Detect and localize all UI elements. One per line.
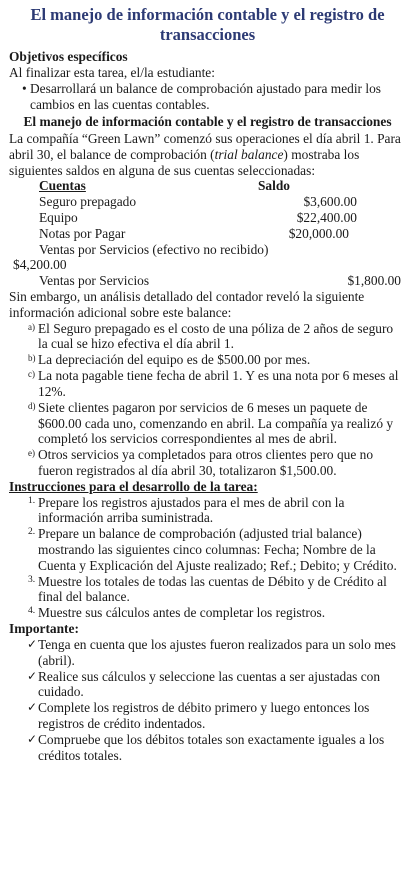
checkmark-icon: ✓ bbox=[27, 731, 38, 746]
item-text: Compruebe que los débitos totales son exactamente iguales a los créditos totales. bbox=[38, 731, 385, 763]
checkmark-icon: ✓ bbox=[27, 700, 38, 715]
important-heading: Importante: bbox=[9, 621, 79, 637]
list-item bbox=[9, 700, 406, 732]
item-marker: 1. bbox=[28, 495, 36, 506]
sales-label: Ventas por Servicios bbox=[39, 273, 150, 289]
item-marker: 3. bbox=[28, 574, 36, 585]
intro-text-1: La compañía “Green Lawn” comenzó sus operaciones el día abril 1. Para abril 30, el balance de comprobación ( bbox=[9, 130, 401, 162]
col-balance: Saldo bbox=[257, 178, 290, 194]
item-marker: b) bbox=[28, 353, 36, 364]
bullet-dot-icon: • bbox=[22, 80, 27, 96]
account-amount: $20,000.00 bbox=[288, 225, 349, 241]
item-text: Muestre los totales de todas las cuentas de Débito y de Crédito al final del balance. bbox=[38, 573, 387, 605]
objectives-heading: Objetivos específicos bbox=[9, 49, 128, 65]
item-marker: e) bbox=[28, 448, 35, 459]
item-text: Realice sus cálculos y seleccione las cuentas a ser ajustadas con cuidado. bbox=[38, 668, 381, 700]
col-accounts: Cuentas bbox=[39, 178, 86, 194]
unearned-amount: $4,200.00 bbox=[13, 257, 67, 273]
item-text: Siete clientes pagaron por servicios de 6 meses un paquete de $600.00 cada uno, comenzando en abril. La compañía ya realizó y completó los servicios correspondientes al mes de abril. bbox=[38, 399, 394, 447]
objectives-intro: Al finalizar esta tarea, el/la estudiante: bbox=[9, 65, 215, 81]
list-item bbox=[9, 605, 406, 621]
list-item bbox=[9, 447, 406, 479]
item-marker: a) bbox=[28, 321, 35, 332]
item-text: El Seguro prepagado es el costo de una póliza de 2 años de seguro la cual se hizo efectiva el día abril 1. bbox=[38, 320, 394, 352]
unearned-label: Ventas por Servicios (efectivo no recibido) bbox=[39, 241, 269, 257]
list-item bbox=[9, 495, 406, 527]
item-text: La nota pagable tiene fecha de abril 1. Y es una nota por 6 meses al 12%. bbox=[38, 368, 399, 399]
instructions-heading: Instrucciones para el desarrollo de la tarea: bbox=[9, 478, 258, 494]
table-header bbox=[39, 178, 369, 194]
intro-text-2: ) mostraba los siguientes saldos en alguna de sus cuentas seleccionadas: bbox=[9, 146, 360, 178]
item-text: Complete los registros de débito primero y luego entonces los registros de crédito indentados. bbox=[38, 700, 370, 731]
table-row bbox=[39, 273, 401, 289]
objective-bullet-text: Desarrollará un balance de comprobación ajustado para medir los cambios en las cuentas contables. bbox=[30, 80, 381, 112]
table-row bbox=[39, 194, 369, 210]
analysis-intro: Sin embargo, un análisis detallado del contador reveló la siguiente información adicional sobre este balance: bbox=[9, 289, 365, 320]
list-item bbox=[9, 669, 406, 701]
intro-paragraph bbox=[9, 131, 406, 178]
instructions-list bbox=[9, 495, 406, 622]
list-item bbox=[9, 526, 406, 573]
list-item bbox=[9, 321, 406, 353]
list-item bbox=[9, 732, 406, 764]
sales-amount: $1,800.00 bbox=[347, 273, 401, 289]
document-title: El manejo de información contable y el registro de transacciones bbox=[30, 5, 385, 45]
intro-italic: trial balance bbox=[214, 146, 284, 162]
checkmark-icon: ✓ bbox=[27, 636, 38, 651]
item-marker: 4. bbox=[28, 606, 36, 617]
account-name: Seguro prepagado bbox=[39, 194, 137, 210]
item-text: Prepare un balance de comprobación (adjusted trial balance) mostrando las siguientes cinco columnas: Fecha; Nombre de la Cuenta y Explicación del Ajuste realizado; Ref.; Debito; y Crédito. bbox=[38, 526, 397, 573]
item-text: Prepare los registros ajustados para el mes de abril con la información arriba suministrada. bbox=[38, 494, 345, 526]
list-item bbox=[9, 574, 406, 606]
section-title: El manejo de información contable y el registro de transacciones bbox=[23, 113, 392, 129]
checkmark-icon: ✓ bbox=[27, 668, 38, 683]
account-amount: $22,400.00 bbox=[296, 209, 357, 225]
table-row bbox=[39, 226, 369, 242]
table-row bbox=[39, 210, 369, 226]
account-name: Equipo bbox=[39, 209, 78, 225]
item-text: Muestre sus cálculos antes de completar los registros. bbox=[38, 605, 326, 621]
list-item bbox=[9, 637, 406, 669]
balance-table bbox=[39, 178, 369, 241]
account-amount: $3,600.00 bbox=[303, 194, 357, 210]
list-item bbox=[9, 368, 406, 400]
list-item bbox=[9, 352, 406, 368]
item-text: Otros servicios ya completados para otros clientes pero que no fueron registrados al día abril 30, totalizaron $1,500.00. bbox=[38, 447, 374, 478]
analysis-list bbox=[9, 321, 406, 479]
item-text: La depreciación del equipo es de $500.00 por mes. bbox=[38, 352, 311, 368]
objective-bullet bbox=[9, 81, 406, 113]
item-marker: c) bbox=[28, 369, 35, 380]
account-name: Notas por Pagar bbox=[39, 225, 126, 241]
item-text: Tenga en cuenta que los ajustes fueron realizados para un solo mes (abril). bbox=[38, 636, 396, 668]
item-marker: 2. bbox=[28, 527, 36, 538]
item-marker: d) bbox=[28, 400, 36, 411]
important-list bbox=[9, 637, 406, 764]
list-item bbox=[9, 400, 406, 447]
